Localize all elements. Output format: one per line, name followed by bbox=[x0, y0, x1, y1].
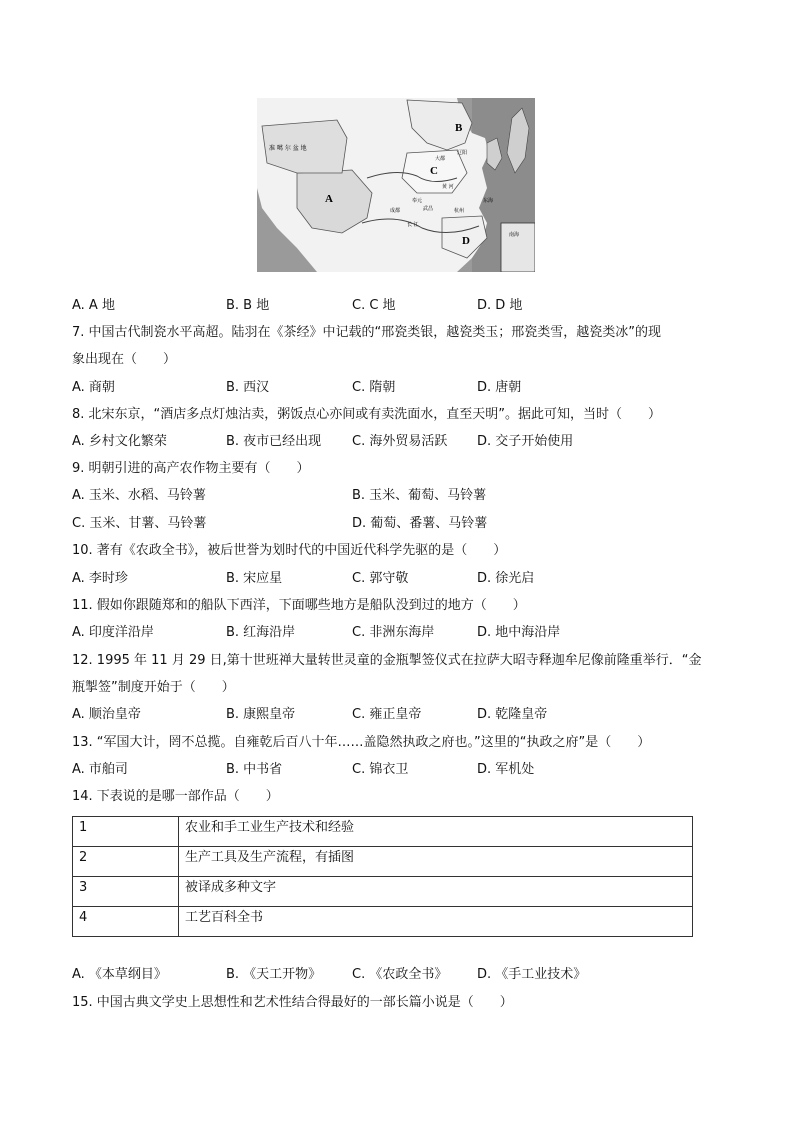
q14-option-a: A. 《本草纲目》 bbox=[72, 967, 167, 982]
map-place-huanghe: 黄 河 bbox=[442, 184, 454, 190]
q14-option-c: C. 《农政全书》 bbox=[352, 967, 448, 982]
q13-option-b: B. 中书省 bbox=[226, 762, 283, 777]
table-cell-num: 4 bbox=[73, 907, 179, 937]
q12-option-c: C. 雍正皇帝 bbox=[352, 707, 422, 722]
q9-option-b: B. 玉米、葡萄、马铃薯 bbox=[352, 488, 487, 503]
q14-option-d: D. 《手工业技术》 bbox=[477, 967, 587, 982]
map-place-datong: 大都 bbox=[435, 156, 446, 162]
q12-option-d: D. 乾隆皇帝 bbox=[477, 707, 548, 722]
q6-option-a: A. A 地 bbox=[72, 298, 115, 313]
q9-option-d: D. 葡萄、番薯、马铃薯 bbox=[352, 516, 488, 531]
table-row bbox=[73, 847, 693, 877]
q14-stem: 14. 下表说的是哪一部作品（ ） bbox=[72, 789, 279, 804]
q8-option-b: B. 夜市已经出现 bbox=[226, 434, 322, 449]
q13-option-d: D. 军机处 bbox=[477, 762, 535, 777]
table-cell-num: 3 bbox=[73, 877, 179, 907]
table-cell-num: 2 bbox=[73, 847, 179, 877]
q9-option-a: A. 玉米、水稻、马铃薯 bbox=[72, 488, 206, 503]
table-cell-text: 工艺百科全书 bbox=[179, 907, 693, 937]
q11-stem: 11. 假如你跟随郑和的船队下西洋，下面哪些地方是船队没到过的地方（ ） bbox=[72, 598, 526, 613]
table-cell-text: 被译成多种文字 bbox=[179, 877, 693, 907]
q11-option-b: B. 红海沿岸 bbox=[226, 625, 296, 640]
map-label-a: A bbox=[325, 193, 333, 205]
q13-stem: 13. “军国大计，罔不总揽。自雍乾后百八十年……盖隐然执政之府也。”这里的“执政之府”是（ ） bbox=[72, 735, 651, 750]
map-label-c: C bbox=[430, 165, 438, 177]
q10-option-d: D. 徐光启 bbox=[477, 571, 535, 586]
yuan-dynasty-map bbox=[257, 98, 535, 272]
map-place-wuchang: 武昌 bbox=[423, 206, 434, 212]
q8-option-a: A. 乡村文化繁荣 bbox=[72, 434, 167, 449]
q7-option-d: D. 唐朝 bbox=[477, 380, 522, 395]
q6-option-d: D. D 地 bbox=[477, 298, 523, 313]
q9-option-c: C. 玉米、甘薯、马铃薯 bbox=[72, 516, 207, 531]
q7-stem-line1: 7. 中国古代制瓷水平高超。陆羽在《茶经》中记载的“邢瓷类银，越瓷类玉；邢瓷类雪，越瓷类冰”的现 bbox=[72, 325, 662, 340]
map-label-d: D bbox=[462, 235, 470, 247]
q7-stem-line2: 象出现在（ ） bbox=[72, 352, 177, 367]
q10-stem: 10. 著有《农政全书》，被后世誉为划时代的中国近代科学先驱的是（ ） bbox=[72, 543, 507, 558]
q13-option-a: A. 市舶司 bbox=[72, 762, 128, 777]
table-cell-text: 生产工具及生产流程，有插图 bbox=[179, 847, 693, 877]
q10-option-b: B. 宋应星 bbox=[226, 571, 283, 586]
table-row bbox=[73, 877, 693, 907]
q12-stem-line1: 12. 1995 年 11 月 29 日,第十世班禅大量转世灵童的金瓶掣签仪式在拉萨大昭寺释迦牟尼像前隆重举行．“金 bbox=[72, 653, 702, 668]
q14-table bbox=[72, 816, 693, 937]
q6-option-b: B. B 地 bbox=[226, 298, 270, 313]
q7-option-b: B. 西汉 bbox=[226, 380, 270, 395]
q12-option-b: B. 康熙皇帝 bbox=[226, 707, 296, 722]
map-place-junggar: 准 噶 尔 盆 地 bbox=[269, 145, 307, 152]
map-place-nanhai: 南海 bbox=[509, 232, 520, 238]
q11-option-d: D. 地中海沿岸 bbox=[477, 625, 561, 640]
map-label-b: B bbox=[455, 122, 463, 134]
map-place-donghai: 东海 bbox=[483, 198, 494, 204]
q7-option-a: A. 商朝 bbox=[72, 380, 115, 395]
q10-option-c: C. 郭守敬 bbox=[352, 571, 409, 586]
q13-option-c: C. 锦衣卫 bbox=[352, 762, 409, 777]
map-place-liaoyang: 辽阳 bbox=[457, 150, 468, 156]
map-place-hangzhou: 杭州 bbox=[454, 208, 465, 214]
table-cell-num: 1 bbox=[73, 817, 179, 847]
q12-stem-line2: 瓶掣签”制度开始于（ ） bbox=[72, 680, 235, 695]
map-place-chengdu: 成都 bbox=[390, 208, 401, 214]
q10-option-a: A. 李时珍 bbox=[72, 571, 128, 586]
map-place-changjiang: 长 江 bbox=[407, 222, 419, 228]
q8-stem: 8. 北宋东京，“酒店多点灯烛沽卖，粥饭点心亦间或有卖洗面水，直至天明”。据此可知，当时（ ） bbox=[72, 407, 662, 422]
q6-option-c: C. C 地 bbox=[352, 298, 396, 313]
map-place-fengyuan: 奉元 bbox=[412, 198, 423, 204]
table-row bbox=[73, 907, 693, 937]
q11-option-a: A. 印度洋沿岸 bbox=[72, 625, 154, 640]
q15-stem: 15. 中国古典文学史上思想性和艺术性结合得最好的一部长篇小说是（ ） bbox=[72, 995, 513, 1010]
q14-option-b: B. 《天工开物》 bbox=[226, 967, 322, 982]
q7-option-c: C. 隋朝 bbox=[352, 380, 396, 395]
table-cell-text: 农业和手工业生产技术和经验 bbox=[179, 817, 693, 847]
q9-stem: 9. 明朝引进的高产农作物主要有（ ） bbox=[72, 461, 310, 476]
table-row bbox=[73, 817, 693, 847]
q12-option-a: A. 顺治皇帝 bbox=[72, 707, 141, 722]
q11-option-c: C. 非洲东海岸 bbox=[352, 625, 435, 640]
q8-option-c: C. 海外贸易活跃 bbox=[352, 434, 448, 449]
q8-option-d: D. 交子开始使用 bbox=[477, 434, 574, 449]
